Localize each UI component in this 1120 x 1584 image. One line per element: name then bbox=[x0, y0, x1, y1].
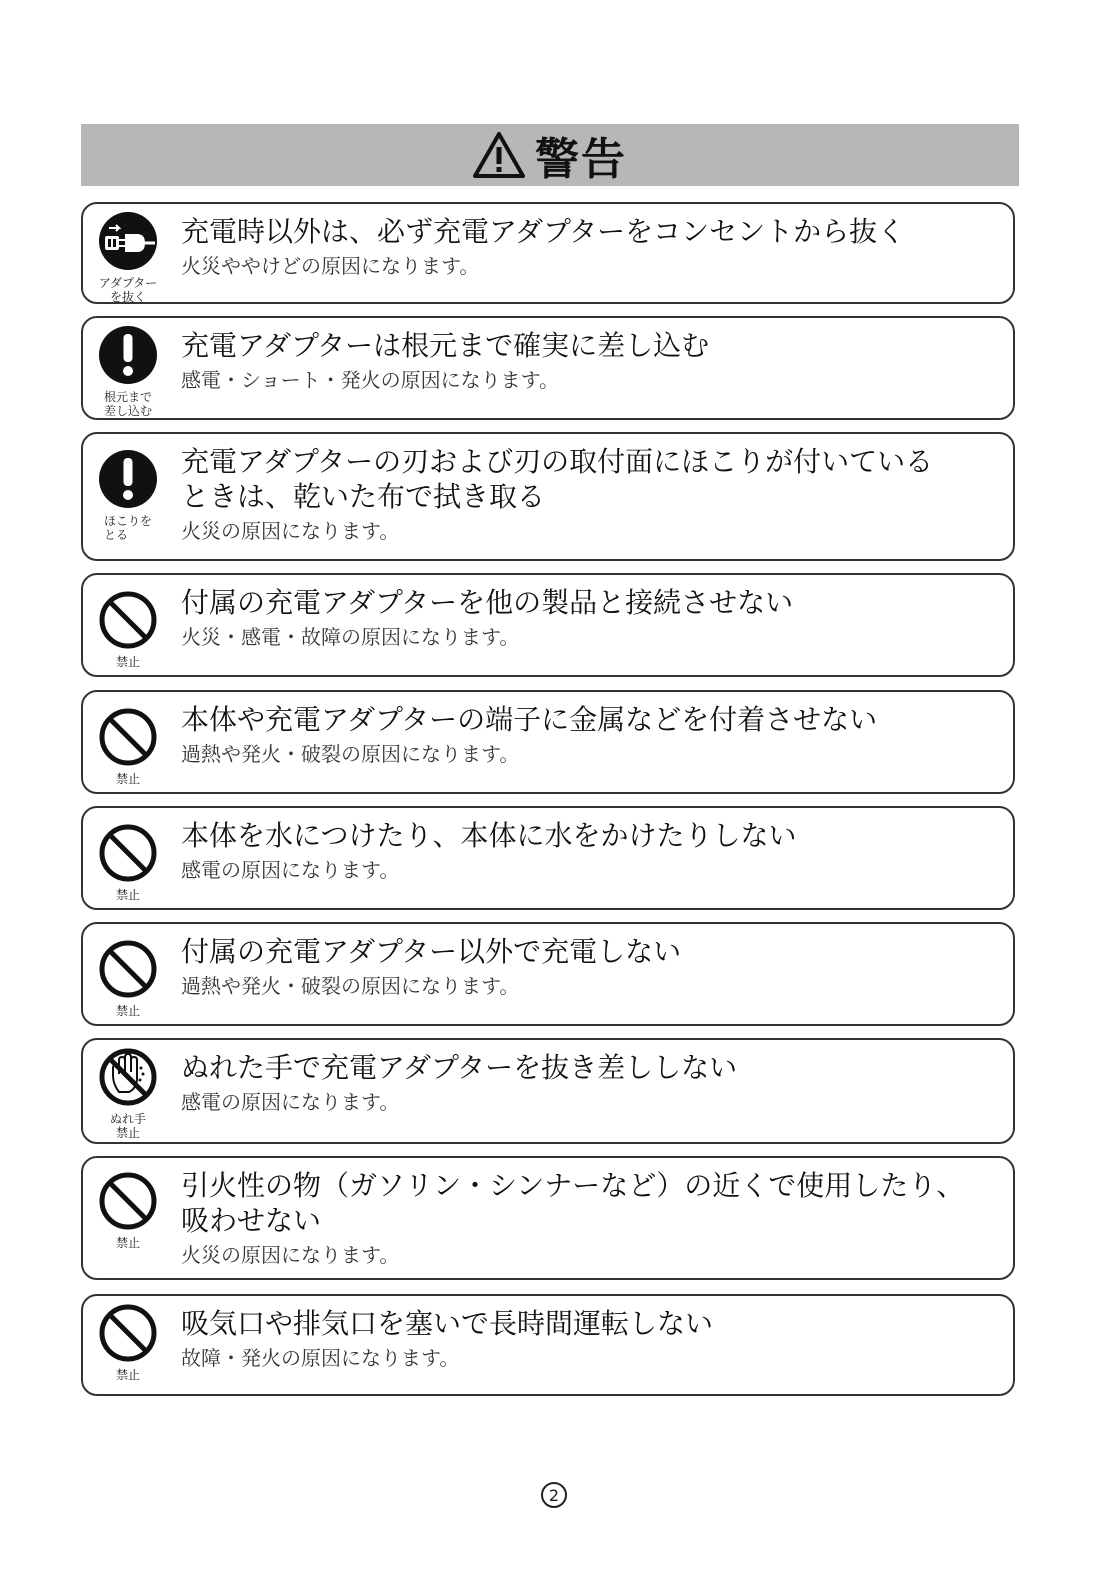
icon-label: 禁止 bbox=[115, 1368, 140, 1382]
prohibited-icon bbox=[97, 822, 159, 884]
item-reason: 感電の原因になります。 bbox=[181, 1090, 400, 1114]
exclamation-icon bbox=[97, 324, 159, 386]
icon-label: ぬれ手 禁止 bbox=[109, 1112, 146, 1140]
warning-item-blocked-vents bbox=[81, 1294, 1015, 1396]
icon-label: 禁止 bbox=[115, 1004, 140, 1018]
item-heading: 本体を水につけたり、本体に水をかけたりしない bbox=[181, 819, 797, 852]
warning-item-remove-dust bbox=[81, 432, 1015, 561]
warning-triangle-icon bbox=[473, 131, 525, 179]
exclamation-icon bbox=[97, 448, 159, 510]
item-heading: 充電アダプターの刃および刃の取付面にほこりが付いている ときは、乾いた布で拭き取る bbox=[181, 445, 934, 513]
warning-item-insert-fully bbox=[81, 316, 1015, 420]
warning-item-wet-hands bbox=[81, 1038, 1015, 1144]
icon-label: ほこりを とる bbox=[103, 514, 152, 542]
item-reason: 火災の原因になります。 bbox=[181, 519, 400, 543]
icon-label: 根元まで 差し込む bbox=[103, 390, 152, 418]
item-reason: 感電の原因になります。 bbox=[181, 858, 400, 882]
item-reason: 感電・ショート・発火の原因になります。 bbox=[181, 368, 559, 392]
page-number: 2 bbox=[541, 1482, 567, 1508]
icon-label: 禁止 bbox=[115, 888, 140, 902]
icon-label: 禁止 bbox=[115, 1236, 140, 1250]
prohibited-icon bbox=[97, 589, 159, 651]
warning-item-metal-contact bbox=[81, 690, 1015, 794]
item-heading: 本体や充電アダプターの端子に金属などを付着させない bbox=[181, 703, 878, 736]
item-heading: 引火性の物（ガソリン・シンナーなど）の近くで使用したり、 吸わせない bbox=[181, 1169, 965, 1237]
warning-item-other-charger bbox=[81, 922, 1015, 1026]
item-heading: 吸気口や排気口を塞いで長時間運転しない bbox=[181, 1307, 714, 1340]
warning-header bbox=[81, 124, 1019, 186]
item-heading: ぬれた手で充電アダプターを抜き差ししない bbox=[181, 1051, 738, 1084]
item-heading: 充電時以外は、必ず充電アダプターをコンセントから抜く bbox=[181, 215, 906, 248]
item-heading: 充電アダプターは根元まで確実に差し込む bbox=[181, 329, 710, 362]
item-heading: 付属の充電アダプターを他の製品と接続させない bbox=[181, 586, 794, 619]
prohibited-icon bbox=[97, 1170, 159, 1232]
warning-item-flammables bbox=[81, 1156, 1015, 1280]
prohibited-icon bbox=[97, 1302, 159, 1364]
warning-item-water bbox=[81, 806, 1015, 910]
item-reason: 過熱や発火・破裂の原因になります。 bbox=[181, 742, 520, 766]
icon-label: 禁止 bbox=[115, 772, 140, 786]
item-reason: 火災・感電・故障の原因になります。 bbox=[181, 625, 520, 649]
item-heading: 付属の充電アダプター以外で充電しない bbox=[181, 935, 682, 968]
page-title: 警告 bbox=[535, 134, 627, 185]
unplug-adapter-icon bbox=[97, 210, 159, 272]
item-reason: 火災の原因になります。 bbox=[181, 1243, 400, 1267]
item-reason: 火災ややけどの原因になります。 bbox=[181, 254, 480, 278]
item-reason: 過熱や発火・破裂の原因になります。 bbox=[181, 974, 520, 998]
prohibited-icon bbox=[97, 706, 159, 768]
warning-item-other-products bbox=[81, 573, 1015, 677]
icon-label: 禁止 bbox=[115, 655, 140, 669]
no-wet-hands-icon bbox=[97, 1046, 159, 1108]
warning-item-unplug bbox=[81, 202, 1015, 304]
icon-label: アダプター を抜く bbox=[98, 276, 158, 304]
item-reason: 故障・発火の原因になります。 bbox=[181, 1346, 460, 1370]
prohibited-icon bbox=[97, 938, 159, 1000]
